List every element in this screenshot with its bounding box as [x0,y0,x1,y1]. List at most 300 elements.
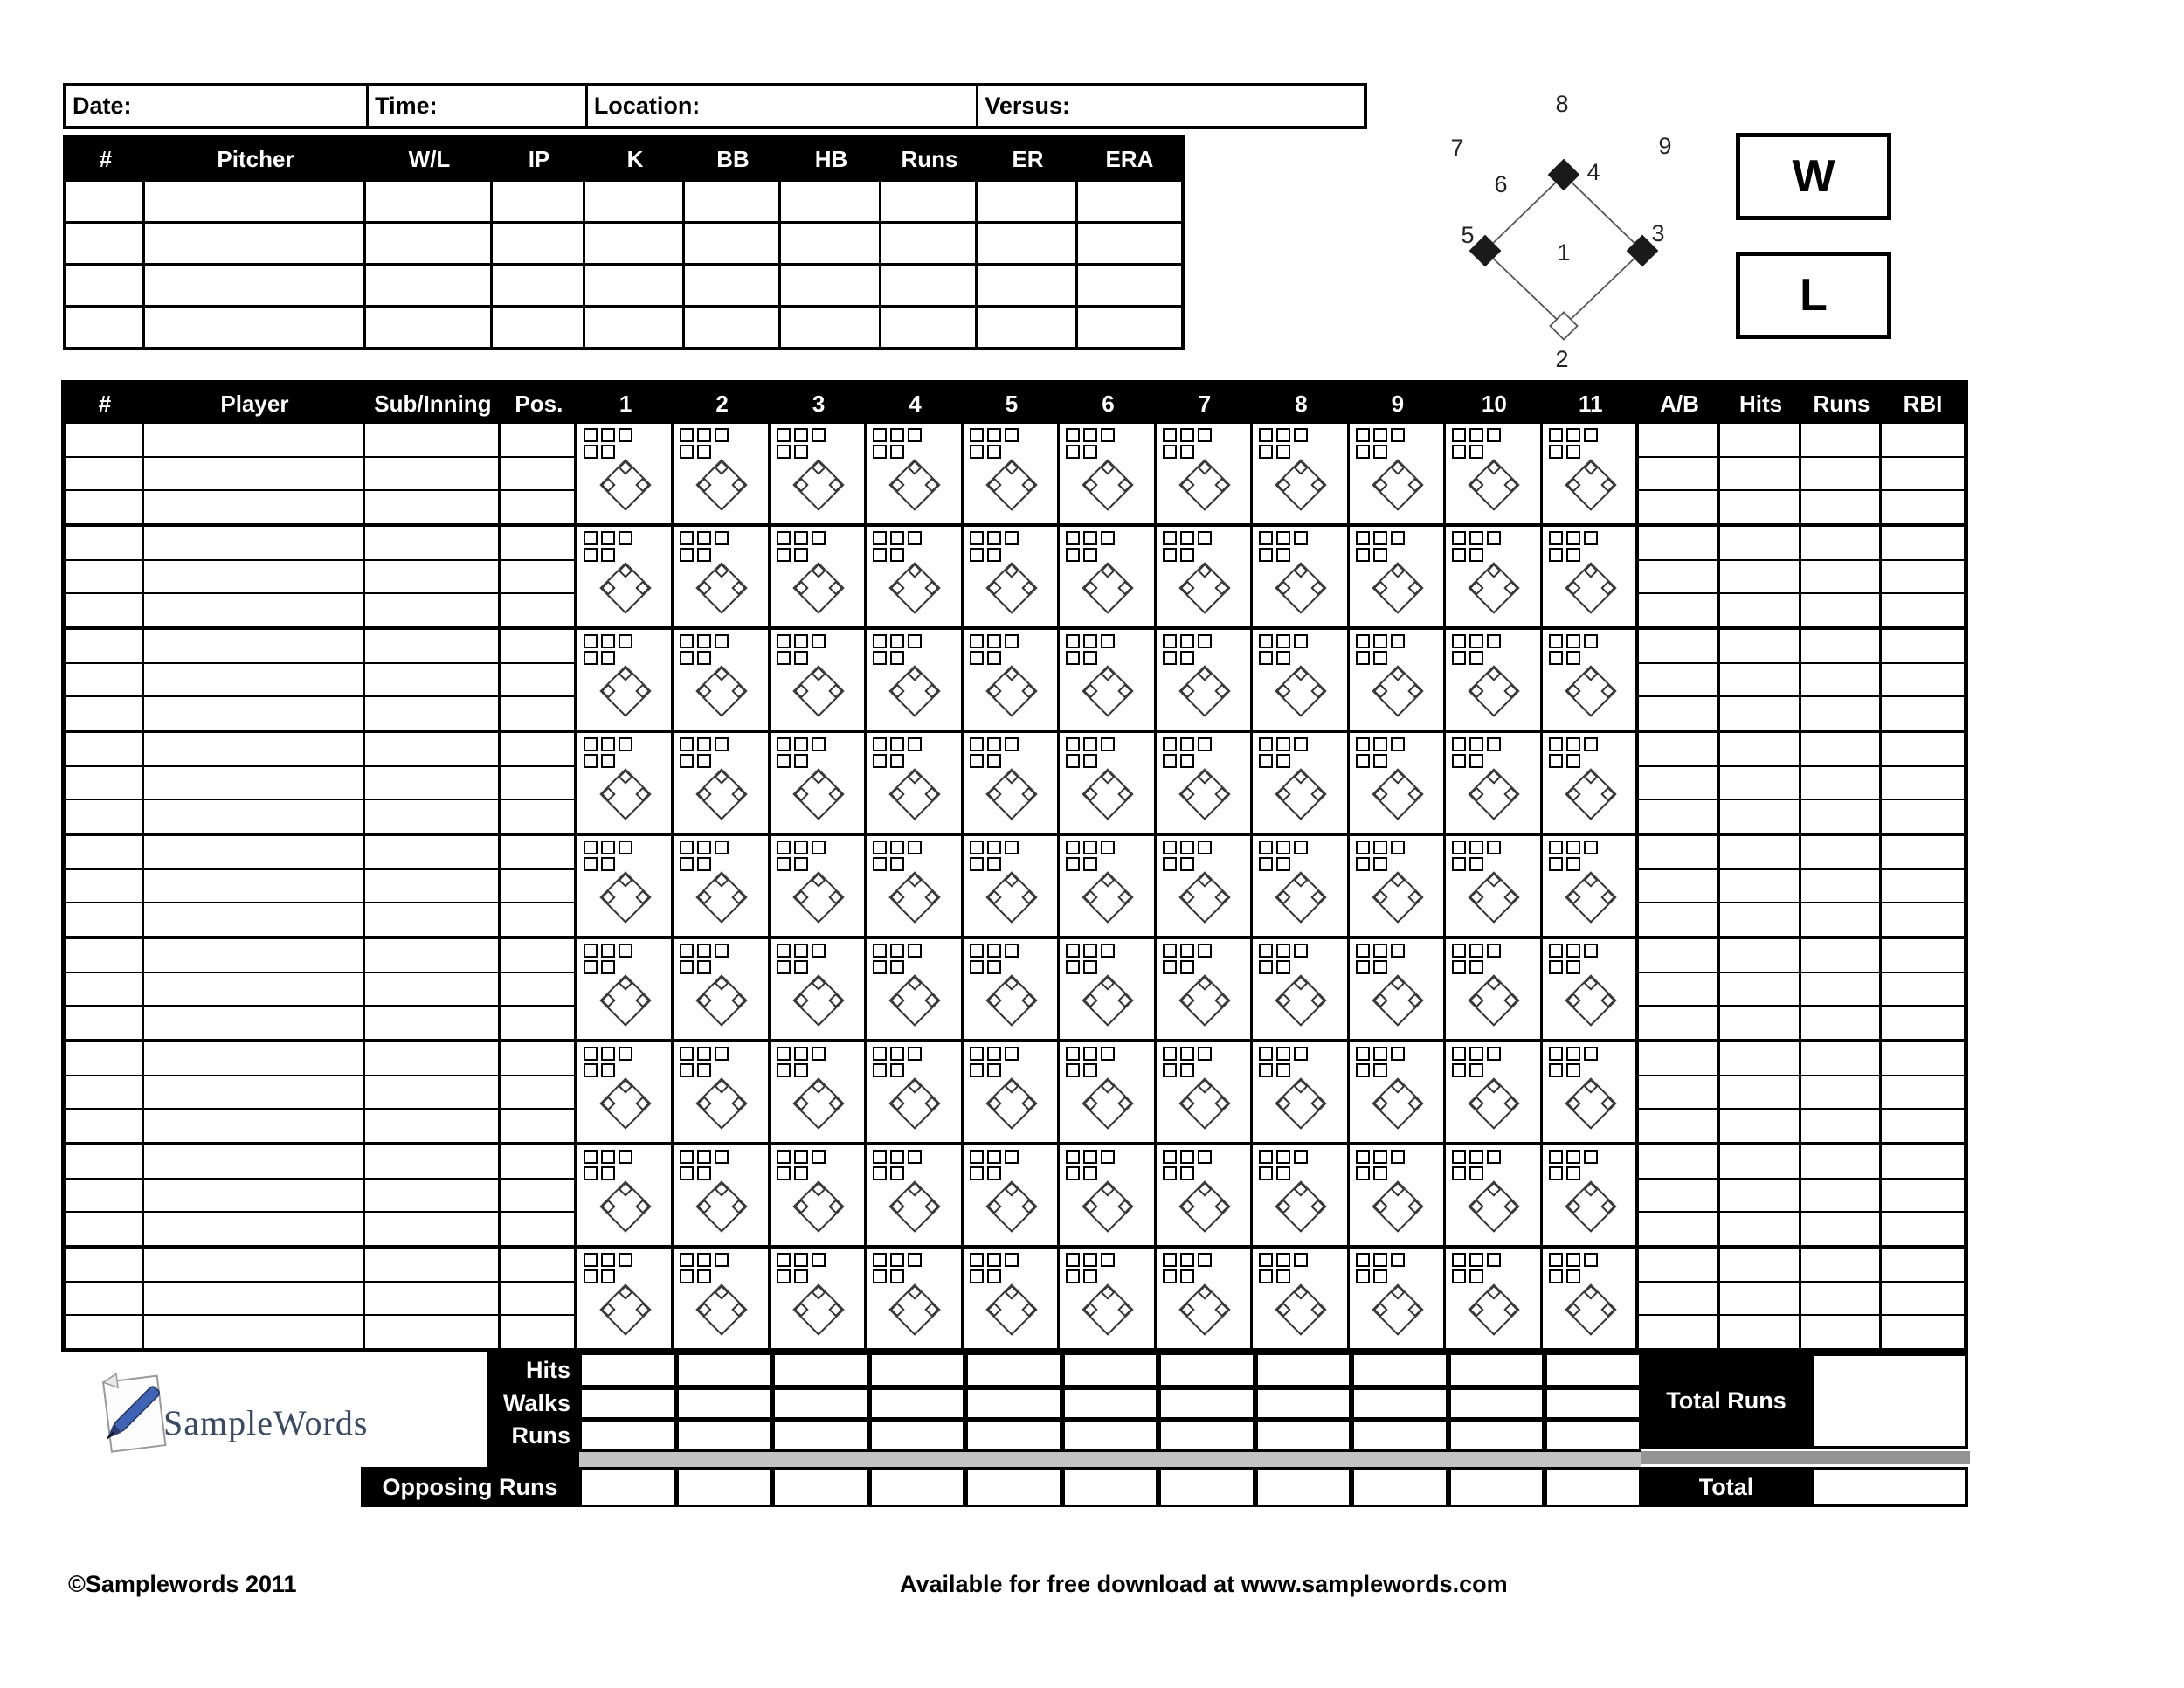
pitch-count-box[interactable] [601,1166,615,1180]
inning-1-scoring-cell[interactable] [577,1145,674,1245]
sub-inning-cell[interactable] [365,1110,498,1142]
basepath-diamond[interactable] [1178,562,1230,613]
rbi-cell[interactable] [1882,424,1964,458]
basepath-diamond[interactable] [1372,665,1423,716]
position-cell[interactable] [501,1213,574,1245]
inning-8-scoring-cell[interactable] [1253,1249,1349,1348]
hits-cell[interactable] [1720,458,1799,492]
pitch-count-box[interactable] [1356,634,1370,648]
opposing-runs-inning-8-cell[interactable] [1255,1467,1352,1507]
opposing-runs-inning-10-cell[interactable] [1448,1467,1545,1507]
pitch-count-box[interactable] [601,754,615,768]
position-cell[interactable] [501,561,574,595]
pitch-count-box[interactable] [1083,960,1097,974]
pitch-count-box[interactable] [1180,651,1194,665]
hits-inning-7-cell[interactable] [1158,1352,1255,1387]
player-name-cell[interactable] [144,697,363,730]
pitch-count-box[interactable] [680,1269,694,1283]
inning-1-scoring-cell[interactable] [577,1042,674,1142]
sub-inning-cell[interactable] [365,800,498,833]
runs-cell[interactable] [1801,1042,1879,1076]
inning-11-scoring-cell[interactable] [1543,1145,1639,1245]
inning-2-scoring-cell[interactable] [674,424,770,523]
player-name-cell[interactable] [144,1042,363,1076]
inning-7-scoring-cell[interactable] [1157,836,1253,936]
pitch-count-box[interactable] [1356,428,1370,442]
pitch-count-box[interactable] [1066,960,1080,974]
pitch-count-box[interactable] [794,1150,808,1164]
walks-inning-3-cell[interactable] [772,1387,869,1420]
rbi-cell[interactable] [1882,870,1964,904]
runs-inning-11-cell[interactable] [1545,1420,1641,1452]
pitch-count-box[interactable] [1276,944,1290,958]
inning-8-scoring-cell[interactable] [1253,939,1349,1039]
inning-9-scoring-cell[interactable] [1350,733,1446,833]
pitch-count-box[interactable] [1276,1047,1290,1061]
hits-cell[interactable] [1720,1076,1799,1110]
pitch-count-box[interactable] [890,548,904,562]
player-number-cell[interactable] [66,1076,142,1110]
pitch-count-box[interactable] [680,1150,694,1164]
pitch-count-box[interactable] [1294,428,1308,442]
pitch-count-box[interactable] [1549,445,1563,459]
pitch-count-box[interactable] [794,857,808,871]
pitch-count-box[interactable] [1584,841,1598,854]
player-number-cell[interactable] [66,1316,142,1348]
pitch-count-box[interactable] [1566,841,1580,854]
pitch-count-box[interactable] [970,1269,984,1283]
basepath-diamond[interactable] [889,459,941,510]
at-bats-cell[interactable] [1639,1283,1717,1317]
pitch-count-box[interactable] [1180,737,1194,751]
position-cell[interactable] [501,697,574,730]
basepath-diamond[interactable] [1468,871,1519,923]
pitch-count-box[interactable] [601,634,615,648]
pitch-count-box[interactable] [1083,634,1097,648]
inning-7-scoring-cell[interactable] [1157,733,1253,833]
inning-6-scoring-cell[interactable] [1060,527,1156,626]
pitch-count-box[interactable] [601,531,615,545]
pitcher-runs-cell[interactable] [881,224,978,263]
basepath-diamond[interactable] [1468,1180,1519,1232]
basepath-diamond[interactable] [1082,1283,1134,1335]
rbi-cell[interactable] [1882,527,1964,561]
pitch-count-box[interactable] [777,1269,791,1283]
walks-inning-2-cell[interactable] [676,1387,773,1420]
pitch-count-box[interactable] [584,944,598,958]
pitch-count-box[interactable] [1584,737,1598,751]
pitch-count-box[interactable] [1180,634,1194,648]
hits-inning-1-cell[interactable] [579,1352,676,1387]
pitch-count-box[interactable] [1259,531,1273,545]
pitch-count-box[interactable] [908,634,922,648]
rbi-cell[interactable] [1882,561,1964,595]
pitch-count-box[interactable] [619,944,632,958]
player-number-cell[interactable] [66,594,142,626]
pitch-count-box[interactable] [1180,1047,1194,1061]
pitch-count-box[interactable] [601,428,615,442]
pitch-count-box[interactable] [794,445,808,459]
player-number-cell[interactable] [66,1213,142,1245]
basepath-diamond[interactable] [1468,1283,1519,1335]
inning-4-scoring-cell[interactable] [867,1249,963,1348]
inning-6-scoring-cell[interactable] [1060,1249,1156,1348]
position-cell[interactable] [501,1110,574,1142]
basepath-diamond[interactable] [792,1180,844,1232]
inning-3-scoring-cell[interactable] [771,1145,867,1245]
pitch-count-box[interactable] [1259,445,1273,459]
basepath-diamond[interactable] [1178,665,1230,716]
pitch-count-box[interactable] [1566,960,1580,974]
basepath-diamond[interactable] [1372,871,1423,923]
pitch-count-box[interactable] [794,428,808,442]
at-bats-cell[interactable] [1639,733,1717,767]
player-name-cell[interactable] [144,424,363,458]
pitch-count-box[interactable] [987,445,1001,459]
pitch-count-box[interactable] [1180,1166,1194,1180]
pitch-count-box[interactable] [1452,445,1466,459]
pitch-count-box[interactable] [777,634,791,648]
pitch-count-box[interactable] [697,531,711,545]
pitch-count-box[interactable] [908,531,922,545]
hits-inning-2-cell[interactable] [676,1352,773,1387]
hits-cell[interactable] [1720,561,1799,595]
pitch-count-box[interactable] [1469,1166,1483,1180]
pitch-count-box[interactable] [680,857,694,871]
pitch-count-box[interactable] [1391,634,1405,648]
pitch-count-box[interactable] [1083,651,1097,665]
pitch-count-box[interactable] [970,960,984,974]
inning-1-scoring-cell[interactable] [577,939,674,1039]
position-cell[interactable] [501,1283,574,1317]
pitch-count-box[interactable] [601,857,615,871]
pitcher-runs-cell[interactable] [881,182,978,221]
pitch-count-box[interactable] [970,841,984,854]
pitch-count-box[interactable] [777,445,791,459]
rbi-cell[interactable] [1882,836,1964,870]
basepath-diamond[interactable] [1565,871,1616,923]
pitch-count-box[interactable] [1373,1269,1387,1283]
pitch-count-box[interactable] [890,737,904,751]
pitcher-number-cell[interactable] [66,182,145,221]
pitcher-era-cell[interactable] [1078,224,1181,263]
hits-inning-5-cell[interactable] [965,1352,1062,1387]
player-name-cell[interactable] [144,973,363,1007]
inning-10-scoring-cell[interactable] [1446,630,1542,730]
pitch-count-box[interactable] [1180,1269,1194,1283]
basepath-diamond[interactable] [985,459,1037,510]
at-bats-cell[interactable] [1639,561,1717,595]
pitch-count-box[interactable] [777,531,791,545]
pitcher-ip-cell[interactable] [493,182,585,221]
pitch-count-box[interactable] [1373,445,1387,459]
position-cell[interactable] [501,664,574,698]
pitch-count-box[interactable] [1276,960,1290,974]
basepath-diamond[interactable] [696,768,748,820]
pitch-count-box[interactable] [1066,531,1080,545]
pitch-count-box[interactable] [987,1063,1001,1077]
inning-8-scoring-cell[interactable] [1253,630,1349,730]
pitch-count-box[interactable] [1549,428,1563,442]
basepath-diamond[interactable] [1565,974,1616,1026]
pitch-count-box[interactable] [908,428,922,442]
pitch-count-box[interactable] [1066,944,1080,958]
pitch-count-box[interactable] [1083,531,1097,545]
inning-4-scoring-cell[interactable] [867,527,963,626]
rbi-cell[interactable] [1882,458,1964,492]
pitch-count-box[interactable] [1549,634,1563,648]
pitch-count-box[interactable] [697,737,711,751]
pitch-count-box[interactable] [1276,1253,1290,1267]
pitcher-pitcher-cell[interactable] [145,224,366,263]
basepath-diamond[interactable] [1468,768,1519,820]
pitcher-bb-cell[interactable] [685,224,781,263]
pitch-count-box[interactable] [777,857,791,871]
pitch-count-box[interactable] [987,1047,1001,1061]
walks-inning-6-cell[interactable] [1062,1387,1159,1420]
player-name-cell[interactable] [144,870,363,904]
inning-10-scoring-cell[interactable] [1446,1145,1542,1245]
pitcher-wl-cell[interactable] [366,266,493,305]
pitch-count-box[interactable] [1487,634,1501,648]
basepath-diamond[interactable] [1275,1077,1326,1129]
basepath-diamond[interactable] [1178,1077,1230,1129]
pitcher-er-cell[interactable] [978,182,1078,221]
pitch-count-box[interactable] [1259,857,1273,871]
runs-cell[interactable] [1801,870,1879,904]
pitch-count-box[interactable] [908,841,922,854]
pitcher-hb-cell[interactable] [781,266,881,305]
pitch-count-box[interactable] [970,1166,984,1180]
hits-cell[interactable] [1720,1007,1799,1039]
pitch-count-box[interactable] [1066,1150,1080,1164]
sub-inning-cell[interactable] [365,527,498,561]
pitch-count-box[interactable] [794,944,808,958]
pitch-count-box[interactable] [1469,944,1483,958]
pitch-count-box[interactable] [873,754,887,768]
basepath-diamond[interactable] [985,871,1037,923]
pitch-count-box[interactable] [680,754,694,768]
pitch-count-box[interactable] [812,737,826,751]
runs-inning-3-cell[interactable] [772,1420,869,1452]
position-cell[interactable] [501,836,574,870]
pitch-count-box[interactable] [601,548,615,562]
basepath-diamond[interactable] [696,562,748,613]
hits-cell[interactable] [1720,424,1799,458]
inning-2-scoring-cell[interactable] [674,1042,770,1142]
pitch-count-box[interactable] [1163,754,1177,768]
pitch-count-box[interactable] [680,1253,694,1267]
player-name-cell[interactable] [144,733,363,767]
pitcher-k-cell[interactable] [585,182,685,221]
pitch-count-box[interactable] [1163,531,1177,545]
basepath-diamond[interactable] [1275,1180,1326,1232]
pitch-count-box[interactable] [1356,1166,1370,1180]
pitch-count-box[interactable] [1373,634,1387,648]
player-name-cell[interactable] [144,561,363,595]
hits-cell[interactable] [1720,697,1799,730]
versus-field[interactable] [978,86,1364,126]
pitch-count-box[interactable] [1566,944,1580,958]
pitch-count-box[interactable] [1294,944,1308,958]
pitch-count-box[interactable] [1391,531,1405,545]
pitch-count-box[interactable] [1549,841,1563,854]
basepath-diamond[interactable] [1275,1283,1326,1335]
pitch-count-box[interactable] [1469,1253,1483,1267]
pitch-count-box[interactable] [1469,1150,1483,1164]
basepath-diamond[interactable] [1372,1180,1423,1232]
pitch-count-box[interactable] [970,428,984,442]
runs-inning-6-cell[interactable] [1062,1420,1159,1452]
inning-7-scoring-cell[interactable] [1157,1042,1253,1142]
pitch-count-box[interactable] [1391,428,1405,442]
pitch-count-box[interactable] [1101,737,1115,751]
pitcher-bb-cell[interactable] [685,308,781,347]
at-bats-cell[interactable] [1639,1007,1717,1039]
pitch-count-box[interactable] [1005,944,1019,958]
basepath-diamond[interactable] [1178,974,1230,1026]
pitch-count-box[interactable] [987,548,1001,562]
player-number-cell[interactable] [66,1283,142,1317]
basepath-diamond[interactable] [792,768,844,820]
inning-3-scoring-cell[interactable] [771,1249,867,1348]
pitcher-wl-cell[interactable] [366,224,493,263]
pitch-count-box[interactable] [1584,428,1598,442]
pitch-count-box[interactable] [1356,1150,1370,1164]
hits-cell[interactable] [1720,664,1799,698]
pitch-count-box[interactable] [1101,841,1115,854]
pitch-count-box[interactable] [794,1166,808,1180]
at-bats-cell[interactable] [1639,767,1717,801]
basepath-diamond[interactable] [696,459,748,510]
runs-cell[interactable] [1801,1145,1879,1180]
pitch-count-box[interactable] [794,754,808,768]
runs-cell[interactable] [1801,1249,1879,1283]
inning-1-scoring-cell[interactable] [577,733,674,833]
sub-inning-cell[interactable] [365,594,498,626]
player-number-cell[interactable] [66,870,142,904]
pitch-count-box[interactable] [987,1253,1001,1267]
pitcher-runs-cell[interactable] [881,308,978,347]
hits-cell[interactable] [1720,630,1799,664]
walks-inning-7-cell[interactable] [1158,1387,1255,1420]
hits-inning-10-cell[interactable] [1448,1352,1545,1387]
player-name-cell[interactable] [144,767,363,801]
pitch-count-box[interactable] [1469,1269,1483,1283]
pitch-count-box[interactable] [1294,1047,1308,1061]
pitch-count-box[interactable] [1373,1063,1387,1077]
rbi-cell[interactable] [1882,697,1964,730]
pitch-count-box[interactable] [1549,1166,1563,1180]
pitch-count-box[interactable] [1566,531,1580,545]
pitch-count-box[interactable] [1391,1150,1405,1164]
player-number-cell[interactable] [66,1249,142,1283]
basepath-diamond[interactable] [1468,665,1519,716]
player-name-cell[interactable] [144,491,363,523]
pitch-count-box[interactable] [1566,737,1580,751]
inning-11-scoring-cell[interactable] [1543,1249,1639,1348]
runs-inning-4-cell[interactable] [869,1420,966,1452]
pitch-count-box[interactable] [1469,428,1483,442]
pitch-count-box[interactable] [1469,754,1483,768]
basepath-diamond[interactable] [1275,459,1326,510]
player-number-cell[interactable] [66,664,142,698]
pitch-count-box[interactable] [873,1269,887,1283]
pitch-count-box[interactable] [812,1253,826,1267]
player-number-cell[interactable] [66,903,142,936]
pitch-count-box[interactable] [1276,754,1290,768]
hits-cell[interactable] [1720,1110,1799,1142]
inning-3-scoring-cell[interactable] [771,733,867,833]
hits-cell[interactable] [1720,491,1799,523]
inning-1-scoring-cell[interactable] [577,630,674,730]
pitch-count-box[interactable] [777,944,791,958]
basepath-diamond[interactable] [889,871,941,923]
pitch-count-box[interactable] [908,1150,922,1164]
pitch-count-box[interactable] [1391,1047,1405,1061]
pitch-count-box[interactable] [987,651,1001,665]
rbi-cell[interactable] [1882,973,1964,1007]
pitch-count-box[interactable] [1066,1063,1080,1077]
pitch-count-box[interactable] [1452,1166,1466,1180]
pitch-count-box[interactable] [601,1063,615,1077]
sub-inning-cell[interactable] [365,973,498,1007]
inning-10-scoring-cell[interactable] [1446,939,1542,1039]
basepath-diamond[interactable] [1565,459,1616,510]
pitch-count-box[interactable] [1469,531,1483,545]
basepath-diamond[interactable] [1372,1077,1423,1129]
pitch-count-box[interactable] [890,1269,904,1283]
pitch-count-box[interactable] [1356,1063,1370,1077]
pitch-count-box[interactable] [1549,754,1563,768]
position-cell[interactable] [501,594,574,626]
hits-cell[interactable] [1720,939,1799,973]
pitch-count-box[interactable] [1373,651,1387,665]
pitch-count-box[interactable] [619,634,632,648]
inning-2-scoring-cell[interactable] [674,939,770,1039]
pitch-count-box[interactable] [1276,857,1290,871]
pitch-count-box[interactable] [794,1063,808,1077]
pitch-count-box[interactable] [890,1047,904,1061]
walks-inning-5-cell[interactable] [965,1387,1062,1420]
pitch-count-box[interactable] [680,944,694,958]
pitch-count-box[interactable] [908,737,922,751]
pitch-count-box[interactable] [1163,960,1177,974]
inning-2-scoring-cell[interactable] [674,527,770,626]
pitch-count-box[interactable] [777,1253,791,1267]
player-name-cell[interactable] [144,527,363,561]
pitch-count-box[interactable] [873,944,887,958]
opposing-runs-inning-3-cell[interactable] [772,1467,869,1507]
at-bats-cell[interactable] [1639,903,1717,936]
pitch-count-box[interactable] [1005,1253,1019,1267]
hits-cell[interactable] [1720,870,1799,904]
hits-cell[interactable] [1720,733,1799,767]
pitch-count-box[interactable] [1066,754,1080,768]
inning-6-scoring-cell[interactable] [1060,1042,1156,1142]
basepath-diamond[interactable] [1275,768,1326,820]
walks-inning-10-cell[interactable] [1448,1387,1545,1420]
pitch-count-box[interactable] [1566,428,1580,442]
pitch-count-box[interactable] [794,531,808,545]
pitch-count-box[interactable] [777,1047,791,1061]
inning-6-scoring-cell[interactable] [1060,630,1156,730]
basepath-diamond[interactable] [1468,562,1519,613]
pitch-count-box[interactable] [1005,634,1019,648]
pitch-count-box[interactable] [794,841,808,854]
pitch-count-box[interactable] [584,445,598,459]
pitch-count-box[interactable] [1259,634,1273,648]
